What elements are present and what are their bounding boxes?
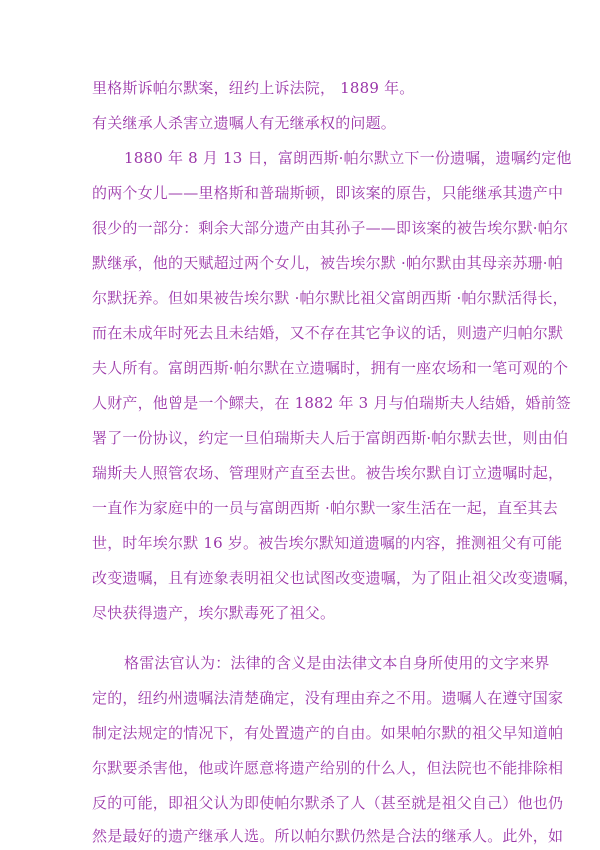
paragraph-1-line-9: 署了一份协议，约定一旦伯瑞斯夫人后于富朗西斯·帕尔默去世，则由伯 — [92, 429, 569, 447]
paragraph-1-line-8: 人财产，他曾是一个鳏夫，在 1882 年 3 月与伯瑞斯夫人结婚，婚前签 — [92, 394, 571, 412]
paragraph-1-line-2: 的两个女儿——里格斯和普瑞斯顿，即该案的原告，只能继承其遗产中 — [92, 184, 564, 202]
paragraph-1-line-7: 夫人所有。富朗西斯·帕尔默在立遗嘱时，拥有一座农场和一笔可观的个 — [92, 359, 569, 377]
paragraph-2-line-6: 然是最好的遗产继承人选。所以帕尔默仍然是合法的继承人。此外，如 — [92, 827, 564, 845]
paragraph-1-line-12: 世，时年埃尔默 16 岁。被告埃尔默知道遗嘱的内容，推测祖父有可能 — [92, 534, 563, 552]
case-issue-line: 有关继承人杀害立遗嘱人有无继承权的问题。 — [92, 114, 397, 132]
paragraph-1-line-11: 一直作为家庭中的一员与富朗西斯 ·帕尔默一家生活在一起，直至其去 — [92, 499, 558, 517]
paragraph-1-line-5: 尔默抚养。但如果被告埃尔默 ·帕尔默比祖父富朗西斯 ·帕尔默活得长， — [92, 289, 568, 307]
paragraph-1-line-14: 尽快获得遗产，埃尔默毒死了祖父。 — [92, 604, 336, 622]
paragraph-1-line-10: 瑞斯夫人照管农场、管理财产直至去世。被告埃尔默自订立遗嘱时起， — [92, 464, 564, 482]
paragraph-1-line-6: 而在未成年时死去且未结婚，又不存在其它争议的话，则遗产归帕尔默 — [92, 324, 564, 342]
paragraph-1-line-4: 默继承，他的天赋超过两个女儿，被告埃尔默 ·帕尔默由其母亲苏珊·帕 — [92, 254, 563, 272]
paragraph-2-line-2: 定的，纽约州遗嘱法清楚确定，没有理由弃之不用。遗嘱人在遵守国家 — [92, 689, 564, 707]
paragraph-2-line-4: 尔默要杀害他，他或许愿意将遗产给别的什么人，但法院也不能排除相 — [92, 759, 564, 777]
paragraph-1-line-3: 很少的一部分：剩余大部分遗产由其孙子——即该案的被告埃尔默·帕尔 — [92, 219, 569, 237]
paragraph-2-line-1: 格雷法官认为：法律的含义是由法律文本自身所使用的文字来界 — [124, 654, 550, 672]
case-citation-line: 里格斯诉帕尔默案，纽约上诉法院， 1889 年。 — [92, 79, 415, 97]
paragraph-1-line-13: 改变遗嘱，且有迹象表明祖父也试图改变遗嘱，为了阻止祖父改变遗嘱， — [92, 569, 579, 587]
paragraph-1-line-1: 1880 年 8 月 13 日，富朗西斯·帕尔默立下一份遗嘱，遗嘱约定他 — [124, 149, 572, 167]
paragraph-2-line-3: 制定法规定的情况下，有处置遗产的自由。如果帕尔默的祖父早知道帕 — [92, 724, 564, 742]
paragraph-2-line-5: 反的可能，即祖父认为即使帕尔默杀了人（甚至就是祖父自己）他也仍 — [92, 794, 564, 812]
